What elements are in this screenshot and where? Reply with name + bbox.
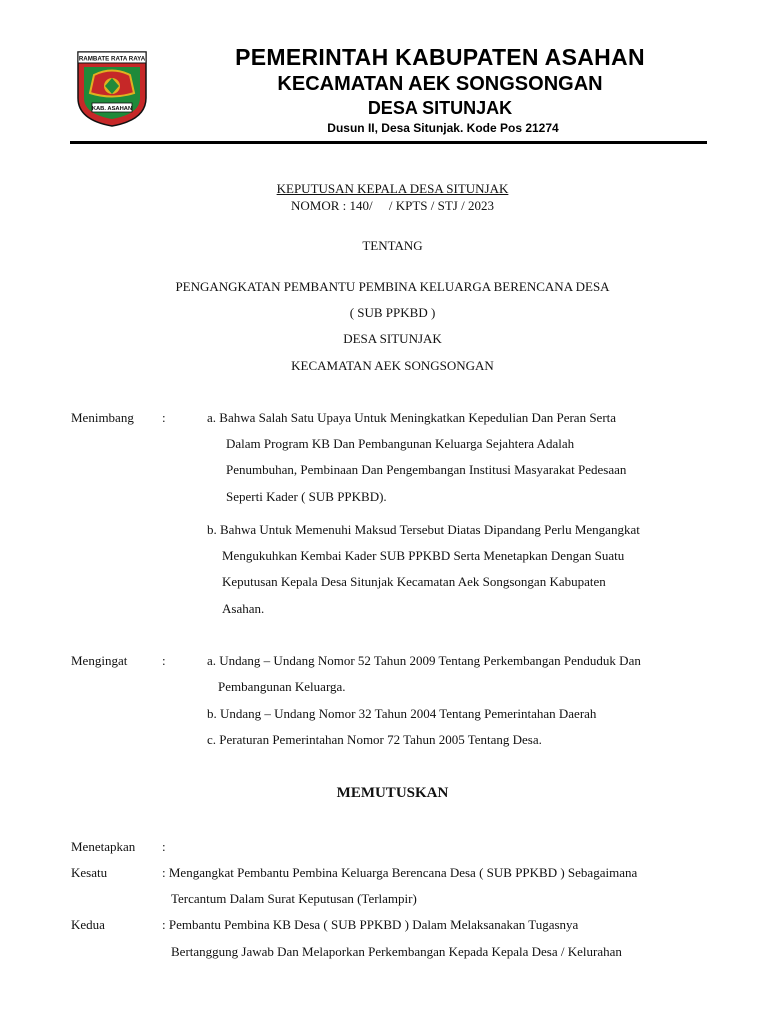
decree-subject-line2: ( SUB PPKBD ) [349, 305, 436, 320]
menimbang-a-line4: Seperti Kader ( SUB PPKBD). [226, 489, 387, 504]
emblem-bottom-text: KAB. ASAHAN [91, 106, 133, 112]
menimbang-a-line1: a. Bahwa Salah Satu Upaya Untuk Meningkatkan Kepedulian Dan Peran Serta [207, 410, 617, 425]
kesatu-line2: Tercantum Dalam Surat Keputusan (Terlampir) [171, 891, 417, 906]
decree-title: KEPUTUSAN KEPALA DESA SITUNJAK [276, 181, 509, 196]
district-name: KECAMATAN AEK SONGSONGAN [277, 73, 603, 95]
government-name: PEMERINTAH KABUPATEN ASAHAN [235, 44, 645, 70]
village-address: Dusun II, Desa Situnjak. Kode Pos 21274 [327, 121, 559, 135]
kedua-line1: : Pembantu Pembina KB Desa ( SUB PPKBD ) Dalam Melaksanakan Tugasnya [162, 917, 579, 932]
mengingat-label: Mengingat [71, 653, 128, 668]
kesatu-label: Kesatu [71, 865, 108, 880]
kedua-label: Kedua [71, 917, 105, 932]
kesatu-line1: : Mengangkat Pembantu Pembina Keluarga Berencana Desa ( SUB PPKBD ) Sebagaimana [162, 865, 638, 880]
mengingat-b: b. Undang – Undang Nomor 32 Tahun 2004 Tentang Pemerintahan Daerah [207, 706, 597, 721]
menimbang-label: Menimbang [71, 410, 134, 425]
letterhead-divider [70, 141, 707, 144]
menimbang-a-line2: Dalam Program KB Dan Pembangunan Keluarga Sejahtera Adalah [226, 436, 575, 451]
mengingat-a-line1: a. Undang – Undang Nomor 52 Tahun 2009 Tentang Perkembangan Penduduk Dan [207, 653, 641, 668]
menimbang-b-line4: Asahan. [222, 601, 265, 616]
kedua-line2: Bertanggung Jawab Dan Melaporkan Perkembangan Kepada Kepala Desa / Kelurahan [171, 944, 622, 959]
menetapkan-colon: : [162, 839, 166, 854]
mengingat-colon: : [162, 653, 166, 668]
emblem-top-text: RAMBATE RATA RAYA [78, 55, 146, 63]
mengingat-a-line2: Pembangunan Keluarga. [218, 679, 346, 694]
memutuskan-heading: MEMUTUSKAN [336, 785, 449, 801]
decree-subject-line3: DESA SITUNJAK [343, 331, 442, 346]
mengingat-c: c. Peraturan Pemerintahan Nomor 72 Tahun 2005 Tentang Desa. [207, 732, 542, 747]
decree-subject-line4: KECAMATAN AEK SONGSONGAN [291, 358, 494, 373]
menetapkan-label: Menetapkan [71, 839, 136, 854]
regency-emblem-icon [74, 48, 150, 128]
decree-number: NOMOR : 140/ / KPTS / STJ / 2023 [291, 198, 494, 213]
decree-about: TENTANG [362, 238, 423, 253]
village-name: DESA SITUNJAK [367, 98, 513, 118]
menimbang-a-line3: Penumbuhan, Pembinaan Dan Pengembangan Institusi Masyarakat Pedesaan [226, 462, 627, 477]
menimbang-b-line2: Mengukuhkan Kembai Kader SUB PPKBD Serta Menetapkan Dengan Suatu [222, 548, 625, 563]
menimbang-b-line3: Keputusan Kepala Desa Situnjak Kecamatan Aek Songsongan Kabupaten [222, 574, 606, 589]
decree-subject-line1: PENGANGKATAN PEMBANTU PEMBINA KELUARGA BERENCANA DESA [175, 279, 610, 294]
menimbang-colon: : [162, 410, 166, 425]
menimbang-b-line1: b. Bahwa Untuk Memenuhi Maksud Tersebut Diatas Dipandang Perlu Mengangkat [207, 522, 640, 537]
